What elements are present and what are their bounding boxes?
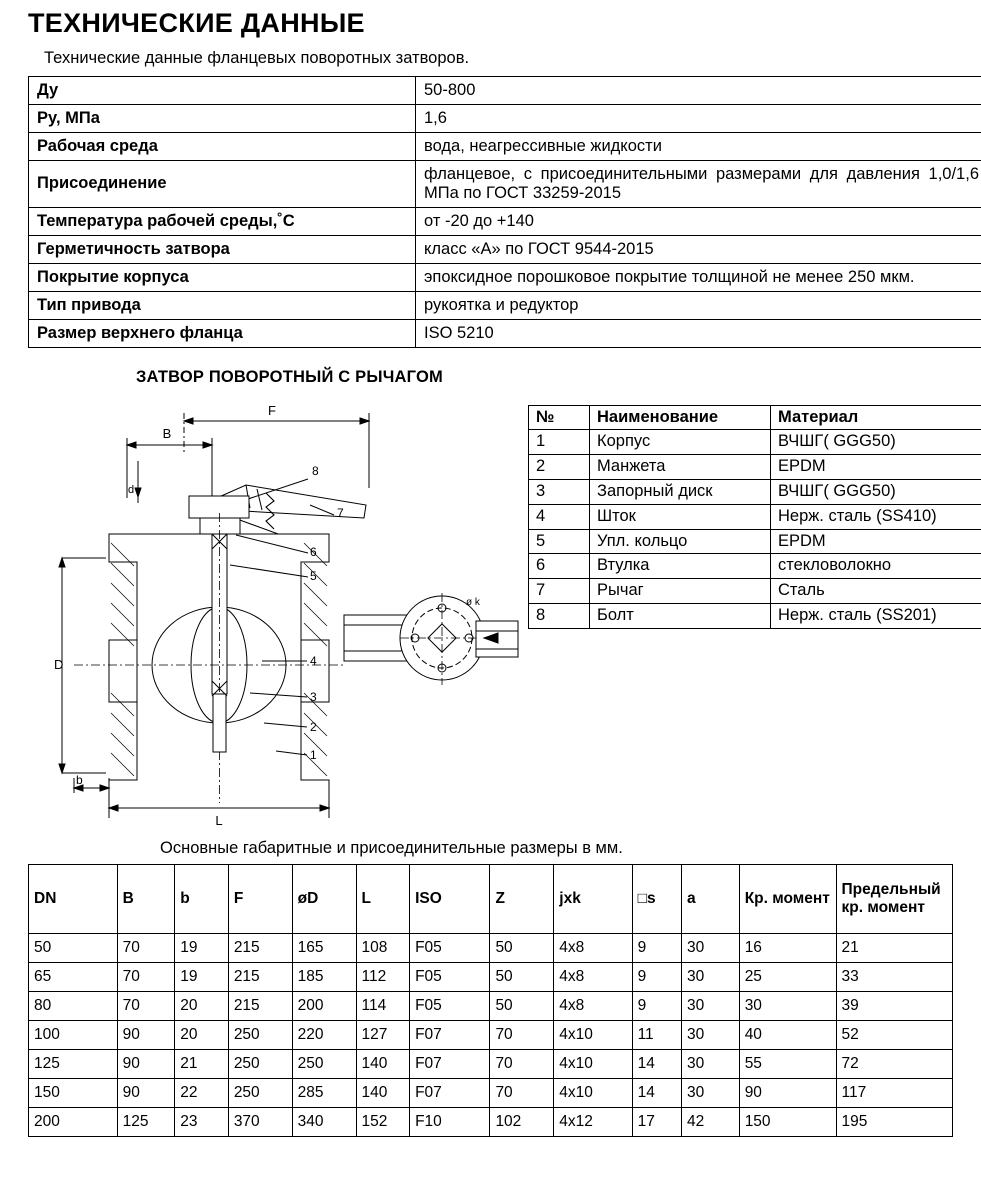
part-name: Шток	[590, 504, 771, 529]
table-row	[529, 554, 981, 579]
document-page	[0, 8, 981, 1181]
table-row	[29, 77, 981, 105]
section-heading: ЗАТВОР ПОВОРОТНЫЙ С РЫЧАГОМ	[136, 368, 981, 387]
specifications-table	[28, 76, 981, 348]
dims-cell: 4x8	[554, 991, 632, 1020]
dims-cell: 55	[739, 1049, 836, 1078]
dims-header-l: L	[356, 864, 410, 933]
svg-text:8: 8	[312, 464, 319, 478]
dims-header-z: Z	[490, 864, 554, 933]
dims-cell: 250	[228, 1049, 292, 1078]
dims-cell: 16	[739, 933, 836, 962]
page-title: ТЕХНИЧЕСКИЕ ДАННЫЕ	[28, 8, 981, 39]
table-row	[529, 604, 981, 629]
dims-cell: 114	[356, 991, 410, 1020]
dims-cell: 150	[29, 1078, 118, 1107]
table-row	[529, 480, 981, 505]
dims-cell: 70	[117, 991, 175, 1020]
spec-label: Тип привода	[29, 291, 416, 319]
part-name: Упл. кольцо	[590, 529, 771, 554]
table-row	[529, 579, 981, 604]
dims-cell: 102	[490, 1107, 554, 1136]
dims-cell: 140	[356, 1078, 410, 1107]
dims-cell: 70	[117, 933, 175, 962]
dimensions-caption: Основные габаритные и присоединительные размеры в мм.	[160, 839, 981, 858]
dims-cell: 200	[29, 1107, 118, 1136]
dims-cell: 70	[490, 1020, 554, 1049]
dimensions-table	[28, 864, 953, 1137]
dims-header-max-torque: Предельный кр. момент	[836, 864, 952, 933]
dims-cell: 370	[228, 1107, 292, 1136]
spec-value: фланцевое, с присоединительными размерами для давления 1,0/1,6 МПа по ГОСТ 33259-2015	[416, 160, 981, 207]
table-row	[29, 160, 981, 207]
table-row	[29, 104, 981, 132]
dims-cell: 9	[632, 991, 681, 1020]
part-number: 5	[529, 529, 590, 554]
dims-cell: F10	[410, 1107, 490, 1136]
dims-cell: 70	[490, 1078, 554, 1107]
spec-label: Покрытие корпуса	[29, 263, 416, 291]
parts-header-material: Материал	[771, 405, 981, 430]
dims-cell: 40	[739, 1020, 836, 1049]
spec-label: Рабочая среда	[29, 132, 416, 160]
spec-value: 1,6	[416, 104, 981, 132]
dims-cell: 125	[117, 1107, 175, 1136]
spec-label: Присоединение	[29, 160, 416, 207]
part-name: Манжета	[590, 455, 771, 480]
dims-cell: 80	[29, 991, 118, 1020]
dims-cell: 30	[739, 991, 836, 1020]
svg-text:ø k: ø k	[466, 597, 481, 608]
part-material: ВЧШГ( GGG50)	[771, 430, 981, 455]
spec-label: Ду	[29, 77, 416, 105]
dims-cell: 108	[356, 933, 410, 962]
dims-cell: 72	[836, 1049, 952, 1078]
parts-header-name: Наименование	[590, 405, 771, 430]
spec-label: Размер верхнего фланца	[29, 319, 416, 347]
parts-header-number: №	[529, 405, 590, 430]
spec-value: ISO 5210	[416, 319, 981, 347]
part-name: Корпус	[590, 430, 771, 455]
dims-cell: 21	[836, 933, 952, 962]
dims-header-b-lower: b	[175, 864, 229, 933]
table-row	[29, 263, 981, 291]
svg-text:d: d	[128, 484, 134, 496]
dims-cell: 165	[292, 933, 356, 962]
part-material: EPDM	[771, 455, 981, 480]
dims-cell: 4x10	[554, 1020, 632, 1049]
dims-cell: 50	[490, 933, 554, 962]
part-material: Нерж. сталь (SS201)	[771, 604, 981, 629]
spec-label: Герметичность затвора	[29, 235, 416, 263]
dims-cell: 4x8	[554, 962, 632, 991]
table-row	[29, 1078, 953, 1107]
dims-cell: 285	[292, 1078, 356, 1107]
dims-cell: 19	[175, 962, 229, 991]
dims-cell: 215	[228, 962, 292, 991]
part-name: Запорный диск	[590, 480, 771, 505]
dims-cell: 90	[117, 1078, 175, 1107]
svg-text:D: D	[54, 657, 63, 672]
dims-cell: 125	[29, 1049, 118, 1078]
dims-cell: 30	[682, 1020, 740, 1049]
part-material: Нерж. сталь (SS410)	[771, 504, 981, 529]
spec-label: Температура рабочей среды,˚С	[29, 207, 416, 235]
dims-cell: 70	[117, 962, 175, 991]
table-row	[29, 962, 953, 991]
svg-text:6: 6	[310, 545, 317, 559]
dims-cell: 9	[632, 962, 681, 991]
dims-header-od: øD	[292, 864, 356, 933]
dims-cell: 50	[29, 933, 118, 962]
dims-header-torque: Кр. момент	[739, 864, 836, 933]
parts-list-table	[528, 405, 981, 629]
dims-cell: 112	[356, 962, 410, 991]
dims-header-b-upper: B	[117, 864, 175, 933]
table-row	[29, 291, 981, 319]
dims-cell: 140	[356, 1049, 410, 1078]
part-number: 3	[529, 480, 590, 505]
part-number: 1	[529, 430, 590, 455]
dims-header-a: a	[682, 864, 740, 933]
part-material: EPDM	[771, 529, 981, 554]
dims-cell: 215	[228, 991, 292, 1020]
dims-cell: F05	[410, 933, 490, 962]
dims-cell: 4x10	[554, 1049, 632, 1078]
svg-text:B: B	[163, 426, 172, 441]
svg-text:3: 3	[310, 690, 317, 704]
spec-value: вода, неагрессивные жидкости	[416, 132, 981, 160]
dims-cell: 117	[836, 1078, 952, 1107]
dims-cell: 19	[175, 933, 229, 962]
valve-drawing-svg	[14, 393, 524, 828]
table-header-row	[29, 864, 953, 933]
dims-cell: F05	[410, 991, 490, 1020]
dims-cell: 100	[29, 1020, 118, 1049]
table-row	[529, 529, 981, 554]
dims-cell: 33	[836, 962, 952, 991]
svg-text:b: b	[76, 773, 83, 787]
dims-cell: 17	[632, 1107, 681, 1136]
dims-cell: 90	[739, 1078, 836, 1107]
dims-cell: 52	[836, 1020, 952, 1049]
dims-cell: 30	[682, 991, 740, 1020]
svg-text:L: L	[215, 813, 222, 828]
dims-cell: 42	[682, 1107, 740, 1136]
dims-cell: 50	[490, 962, 554, 991]
part-number: 6	[529, 554, 590, 579]
dims-cell: 4x8	[554, 933, 632, 962]
dims-cell: 185	[292, 962, 356, 991]
table-row	[29, 132, 981, 160]
table-row	[29, 319, 981, 347]
dims-cell: 21	[175, 1049, 229, 1078]
dims-cell: 14	[632, 1078, 681, 1107]
table-row	[29, 1107, 953, 1136]
part-material: ВЧШГ( GGG50)	[771, 480, 981, 505]
table-row	[29, 1049, 953, 1078]
part-material: Сталь	[771, 579, 981, 604]
dims-cell: 20	[175, 1020, 229, 1049]
svg-text:1: 1	[310, 748, 317, 762]
part-number: 8	[529, 604, 590, 629]
dims-cell: 250	[228, 1020, 292, 1049]
dims-cell: 23	[175, 1107, 229, 1136]
table-row	[29, 207, 981, 235]
dims-cell: 90	[117, 1049, 175, 1078]
dims-cell: 70	[490, 1049, 554, 1078]
table-row	[529, 455, 981, 480]
dims-cell: 50	[490, 991, 554, 1020]
dims-cell: 200	[292, 991, 356, 1020]
spec-value: рукоятка и редуктор	[416, 291, 981, 319]
dims-header-f: F	[228, 864, 292, 933]
dims-cell: 30	[682, 1078, 740, 1107]
valve-technical-drawing	[14, 393, 524, 828]
dims-cell: 11	[632, 1020, 681, 1049]
svg-text:7: 7	[337, 506, 344, 520]
dims-cell: 30	[682, 1049, 740, 1078]
spec-value: 50-800	[416, 77, 981, 105]
table-row	[29, 991, 953, 1020]
part-material: стекловолокно	[771, 554, 981, 579]
dims-cell: 195	[836, 1107, 952, 1136]
spec-value: класс «А» по ГОСТ 9544-2015	[416, 235, 981, 263]
dims-cell: F07	[410, 1020, 490, 1049]
dims-cell: 250	[292, 1049, 356, 1078]
dims-cell: 65	[29, 962, 118, 991]
dims-cell: 39	[836, 991, 952, 1020]
part-number: 2	[529, 455, 590, 480]
table-row	[29, 1020, 953, 1049]
dims-header-dn: DN	[29, 864, 118, 933]
svg-text:2: 2	[310, 720, 317, 734]
spec-label: Ру, МПа	[29, 104, 416, 132]
dims-cell: 152	[356, 1107, 410, 1136]
dims-cell: 9	[632, 933, 681, 962]
dims-header-iso: ISO	[410, 864, 490, 933]
svg-text:4: 4	[310, 654, 317, 668]
part-name: Рычаг	[590, 579, 771, 604]
table-row	[29, 235, 981, 263]
dims-cell: 215	[228, 933, 292, 962]
dims-cell: 30	[682, 962, 740, 991]
dims-cell: 25	[739, 962, 836, 991]
table-header-row	[529, 405, 981, 430]
dims-cell: F07	[410, 1049, 490, 1078]
table-row	[529, 430, 981, 455]
dims-header-s: □s	[632, 864, 681, 933]
dims-cell: 340	[292, 1107, 356, 1136]
spec-value: эпоксидное порошковое покрытие толщиной не менее 250 мкм.	[416, 263, 981, 291]
svg-text:5: 5	[310, 569, 317, 583]
table-row	[29, 933, 953, 962]
dims-cell: 20	[175, 991, 229, 1020]
svg-text:F: F	[268, 403, 276, 418]
part-number: 7	[529, 579, 590, 604]
dims-cell: 127	[356, 1020, 410, 1049]
dims-cell: 90	[117, 1020, 175, 1049]
dims-cell: F07	[410, 1078, 490, 1107]
drawing-and-parts-area	[0, 393, 981, 833]
dims-cell: 14	[632, 1049, 681, 1078]
dims-header-jxk: jxk	[554, 864, 632, 933]
part-name: Болт	[590, 604, 771, 629]
dims-cell: 30	[682, 933, 740, 962]
dims-cell: 4x10	[554, 1078, 632, 1107]
dims-cell: 150	[739, 1107, 836, 1136]
table-row	[529, 504, 981, 529]
part-number: 4	[529, 504, 590, 529]
dims-cell: 250	[228, 1078, 292, 1107]
part-name: Втулка	[590, 554, 771, 579]
spec-value: от -20 до +140	[416, 207, 981, 235]
dims-cell: 4x12	[554, 1107, 632, 1136]
dims-cell: 22	[175, 1078, 229, 1107]
dims-cell: F05	[410, 962, 490, 991]
dims-cell: 220	[292, 1020, 356, 1049]
document-subtitle: Технические данные фланцевых поворотных затворов.	[44, 49, 981, 68]
